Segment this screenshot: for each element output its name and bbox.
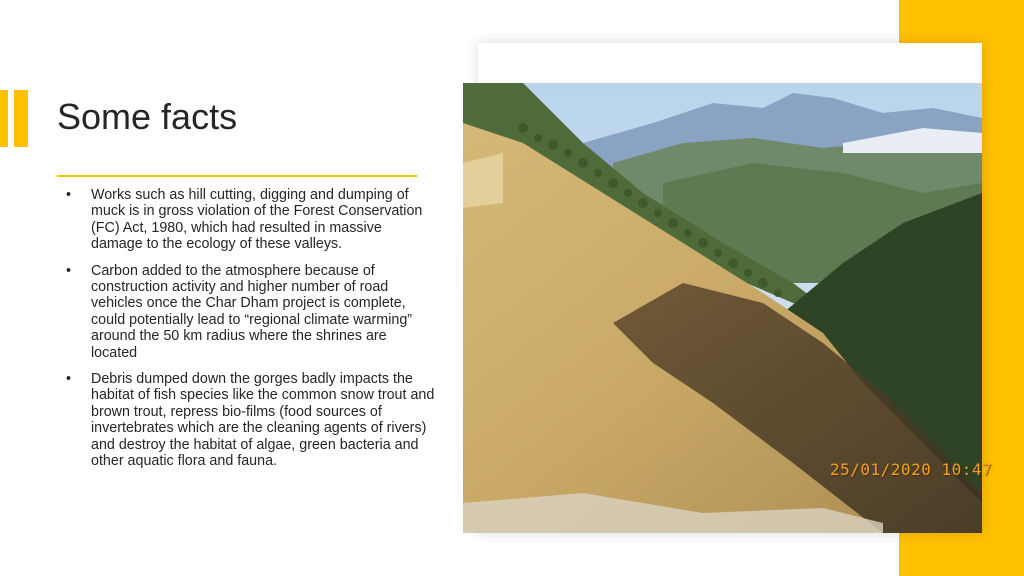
bullet-glyph: • (66, 187, 72, 203)
bullet-text: Debris dumped down the gorges badly impacts the habitat of fish species like the common snow trout and brown trout, repress bio-films (food sources of invertebrates which are the cleaning agents of rivers) and destroy the habitat of algae, green bacteria and other aquatic flora and fauna. (91, 371, 435, 470)
bullet-list (64, 187, 436, 480)
title-accent-marks (0, 90, 30, 147)
slide-title: Some facts (57, 96, 238, 137)
accent-mark-thin (0, 90, 8, 147)
photo-timestamp: 25/01/2020 10:47 (830, 460, 993, 479)
bullet-item (64, 371, 436, 469)
bullet-text: Works such as hill cutting, digging and dumping of muck is in gross violation of the Forest Conservation (FC) Act, 1980, which had resulted in massive damage to the ecology of these valleys. (91, 187, 423, 253)
bullet-item (64, 263, 436, 361)
bullet-glyph: • (66, 262, 72, 279)
bullet-text: Carbon added to the atmosphere because of construction activity and higher number of road vehicles once the Char Dham project is complete, could potentially lead to “regional climate warming” around the 50 km radius where the shrines are located (91, 262, 413, 361)
accent-mark-thick (14, 90, 28, 147)
title-underline (57, 175, 417, 177)
bullet-glyph: • (66, 371, 72, 388)
bullet-item (64, 187, 436, 253)
